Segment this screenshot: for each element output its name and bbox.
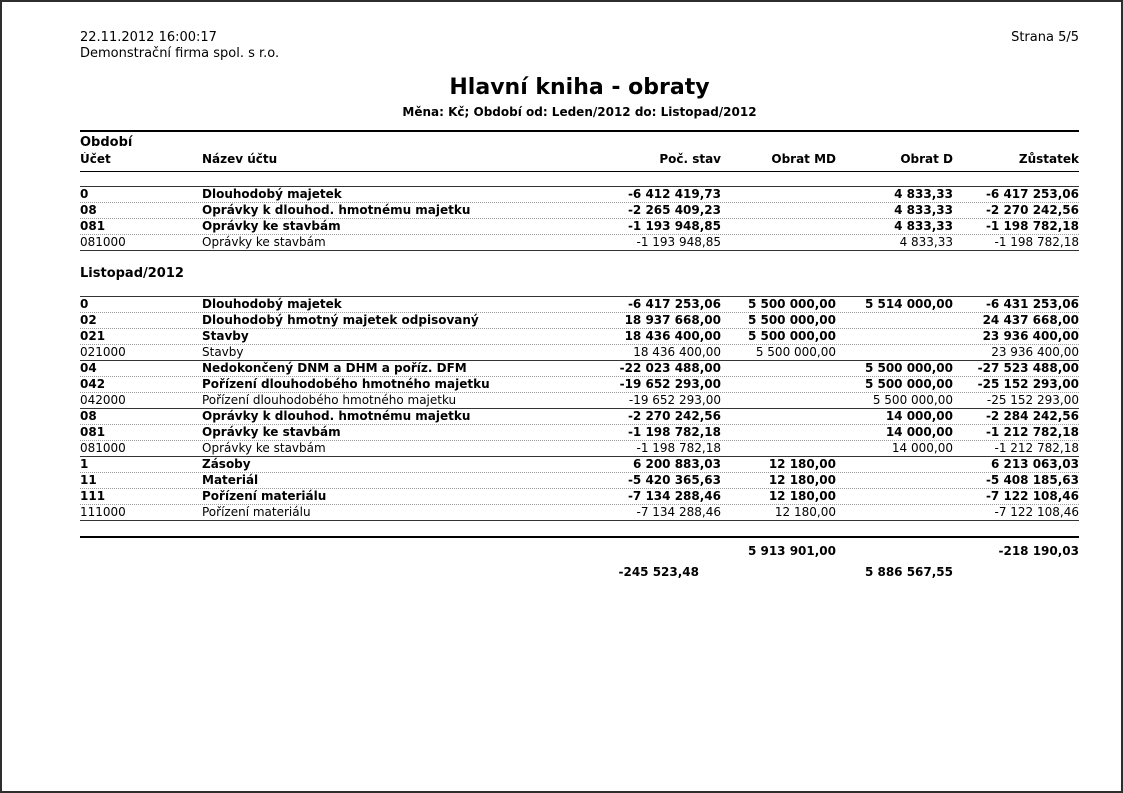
cell-obrat-d: 5 500 000,00 xyxy=(872,393,953,407)
cell-nazev: Oprávky ke stavbám xyxy=(202,425,341,439)
cell-nazev: Zásoby xyxy=(202,457,251,471)
cell-obrat-d: 4 833,33 xyxy=(894,203,953,217)
cell-nazev: Dlouhodobý hmotný majetek odpisovaný xyxy=(202,313,479,327)
cell-obrat-d: 14 000,00 xyxy=(885,409,953,423)
total-obrat-d: 5 886 567,55 xyxy=(864,565,953,579)
cell-poc-stav: -1 198 782,18 xyxy=(636,441,721,455)
totals-section xyxy=(80,536,1079,583)
cell-nazev: Oprávky ke stavbám xyxy=(202,219,341,233)
cell-ucet: 11 xyxy=(80,473,97,487)
section-rows xyxy=(80,296,1079,521)
cell-obrat-md: 12 180,00 xyxy=(768,473,836,487)
cell-zustatek: -5 408 185,63 xyxy=(985,473,1079,487)
cell-obrat-d: 14 000,00 xyxy=(885,425,953,439)
cell-poc-stav: -1 193 948,85 xyxy=(627,219,721,233)
page-header xyxy=(80,30,1079,62)
cell-zustatek: -1 212 782,18 xyxy=(985,425,1079,439)
cell-obrat-md: 12 180,00 xyxy=(768,489,836,503)
cell-nazev: Oprávky k dlouhod. hmotnému majetku xyxy=(202,409,471,423)
totals-row-1 xyxy=(80,541,1079,562)
cell-ucet: 081 xyxy=(80,425,106,439)
cell-ucet: 111 xyxy=(80,489,106,503)
cell-ucet: 0 xyxy=(80,297,89,311)
table-row xyxy=(80,377,1079,393)
cell-ucet: 081 xyxy=(80,219,106,233)
cell-poc-stav: 18 436 400,00 xyxy=(633,345,721,359)
cell-nazev: Stavby xyxy=(202,329,249,343)
col-header-poc-stav: Poč. stav xyxy=(659,152,721,166)
report-title: Hlavní kniha - obraty xyxy=(449,75,710,100)
column-header-row xyxy=(80,151,1079,172)
cell-zustatek: -7 122 108,46 xyxy=(985,489,1079,503)
cell-poc-stav: -19 652 293,00 xyxy=(628,393,721,407)
table-row xyxy=(80,505,1079,521)
cell-ucet: 08 xyxy=(80,203,97,217)
table-body xyxy=(80,186,1079,521)
col-header-nazev-uctu: Název účtu xyxy=(202,152,278,166)
cell-ucet: 042 xyxy=(80,377,106,391)
cell-nazev: Pořízení dlouhodobého hmotného majetku xyxy=(202,377,490,391)
cell-obrat-md: 5 500 000,00 xyxy=(755,345,836,359)
table-header xyxy=(80,130,1079,172)
cell-nazev: Pořízení materiálu xyxy=(202,489,327,503)
cell-obrat-d: 4 833,33 xyxy=(894,219,953,233)
cell-poc-stav: -2 265 409,23 xyxy=(627,203,721,217)
cell-obrat-md: 5 500 000,00 xyxy=(747,297,836,311)
cell-ucet: 021 xyxy=(80,329,106,343)
cell-ucet: 081000 xyxy=(80,441,126,455)
cell-zustatek: 6 213 063,03 xyxy=(990,457,1079,471)
cell-zustatek: -27 523 488,00 xyxy=(977,361,1079,375)
cell-zustatek: -1 198 782,18 xyxy=(994,235,1079,249)
cell-poc-stav: -1 193 948,85 xyxy=(636,235,721,249)
cell-nazev: Nedokončený DNM a DHM a poříz. DFM xyxy=(202,361,467,375)
section-rows xyxy=(80,186,1079,251)
cell-nazev: Materiál xyxy=(202,473,259,487)
table-row xyxy=(80,187,1079,203)
cell-ucet: 0 xyxy=(80,187,89,201)
cell-zustatek: 23 936 400,00 xyxy=(982,329,1079,343)
table-row xyxy=(80,235,1079,251)
col-header-ucet: Účet xyxy=(80,152,111,166)
table-row xyxy=(80,393,1079,409)
cell-poc-stav: 18 436 400,00 xyxy=(624,329,721,343)
cell-ucet: 081000 xyxy=(80,235,126,249)
company-name: Demonstrační firma spol. s r.o. xyxy=(80,46,280,61)
table-row xyxy=(80,203,1079,219)
cell-poc-stav: -1 198 782,18 xyxy=(627,425,721,439)
cell-ucet: 08 xyxy=(80,409,97,423)
table-row xyxy=(80,313,1079,329)
report-datetime: 22.11.2012 16:00:17 xyxy=(80,30,217,45)
table-row xyxy=(80,409,1079,425)
cell-poc-stav: 6 200 883,03 xyxy=(632,457,721,471)
cell-obrat-d: 4 833,33 xyxy=(899,235,953,249)
page-header-left xyxy=(80,30,279,62)
col-header-obrat-d: Obrat D xyxy=(900,152,953,166)
totals-row-2 xyxy=(80,562,1079,583)
col-header-zustatek: Zůstatek xyxy=(1018,152,1079,166)
cell-obrat-md: 5 500 000,00 xyxy=(747,313,836,327)
table-row xyxy=(80,329,1079,345)
cell-zustatek: -6 431 253,06 xyxy=(985,297,1079,311)
table-row xyxy=(80,361,1079,377)
cell-poc-stav: -6 417 253,06 xyxy=(627,297,721,311)
cell-obrat-d: 5 500 000,00 xyxy=(864,377,953,391)
cell-zustatek: -25 152 293,00 xyxy=(977,377,1079,391)
cell-zustatek: -7 122 108,46 xyxy=(994,505,1079,519)
cell-nazev: Stavby xyxy=(202,345,244,359)
cell-nazev: Pořízení dlouhodobého hmotného majetku xyxy=(202,393,457,407)
table-row xyxy=(80,425,1079,441)
cell-nazev: Pořízení materiálu xyxy=(202,505,311,519)
total-zustatek: -218 190,03 xyxy=(998,544,1079,558)
cell-obrat-md: 12 180,00 xyxy=(768,457,836,471)
table-row xyxy=(80,473,1079,489)
cell-ucet: 021000 xyxy=(80,345,126,359)
cell-nazev: Dlouhodobý majetek xyxy=(202,297,342,311)
total-obrat-md: 5 913 901,00 xyxy=(747,544,836,558)
cell-zustatek: -6 417 253,06 xyxy=(985,187,1079,201)
cell-ucet: 042000 xyxy=(80,393,126,407)
cell-obrat-d: 5 514 000,00 xyxy=(864,297,953,311)
table-row xyxy=(80,345,1079,361)
cell-ucet: 111000 xyxy=(80,505,126,519)
table-row xyxy=(80,297,1079,313)
cell-zustatek: 24 437 668,00 xyxy=(982,313,1079,327)
period-group-header: Období xyxy=(80,135,133,150)
cell-nazev: Dlouhodobý majetek xyxy=(202,187,342,201)
total-poc-stav: -245 523,48 xyxy=(618,565,699,579)
table-row xyxy=(80,489,1079,505)
cell-poc-stav: -7 134 288,46 xyxy=(636,505,721,519)
table-row xyxy=(80,457,1079,473)
table-row xyxy=(80,441,1079,457)
cell-obrat-md: 5 500 000,00 xyxy=(747,329,836,343)
cell-ucet: 04 xyxy=(80,361,97,375)
cell-obrat-d: 4 833,33 xyxy=(894,187,953,201)
cell-obrat-d: 5 500 000,00 xyxy=(864,361,953,375)
table-row xyxy=(80,219,1079,235)
cell-zustatek: -25 152 293,00 xyxy=(986,393,1079,407)
cell-poc-stav: 18 937 668,00 xyxy=(624,313,721,327)
cell-zustatek: -1 198 782,18 xyxy=(985,219,1079,233)
cell-poc-stav: -6 412 419,73 xyxy=(627,187,721,201)
col-header-obrat-md: Obrat MD xyxy=(771,152,836,166)
cell-ucet: 1 xyxy=(80,457,89,471)
cell-ucet: 02 xyxy=(80,313,97,327)
section-period-label: Listopad/2012 xyxy=(80,266,184,281)
cell-zustatek: -1 212 782,18 xyxy=(994,441,1079,455)
cell-poc-stav: -22 023 488,00 xyxy=(619,361,721,375)
ledger-table xyxy=(80,130,1079,583)
cell-zustatek: -2 270 242,56 xyxy=(985,203,1079,217)
page-number: Strana 5/5 xyxy=(1011,30,1079,45)
cell-obrat-md: 12 180,00 xyxy=(774,505,836,519)
cell-nazev: Oprávky ke stavbám xyxy=(202,235,326,249)
cell-poc-stav: -5 420 365,63 xyxy=(627,473,721,487)
cell-poc-stav: -19 652 293,00 xyxy=(619,377,721,391)
cell-nazev: Oprávky ke stavbám xyxy=(202,441,326,455)
cell-zustatek: -2 284 242,56 xyxy=(985,409,1079,423)
report-subtitle: Měna: Kč; Období od: Leden/2012 do: Listopad/2012 xyxy=(402,105,757,119)
cell-zustatek: 23 936 400,00 xyxy=(991,345,1079,359)
cell-nazev: Oprávky k dlouhod. hmotnému majetku xyxy=(202,203,471,217)
cell-poc-stav: -2 270 242,56 xyxy=(627,409,721,423)
cell-obrat-d: 14 000,00 xyxy=(891,441,953,455)
cell-poc-stav: -7 134 288,46 xyxy=(627,489,721,503)
